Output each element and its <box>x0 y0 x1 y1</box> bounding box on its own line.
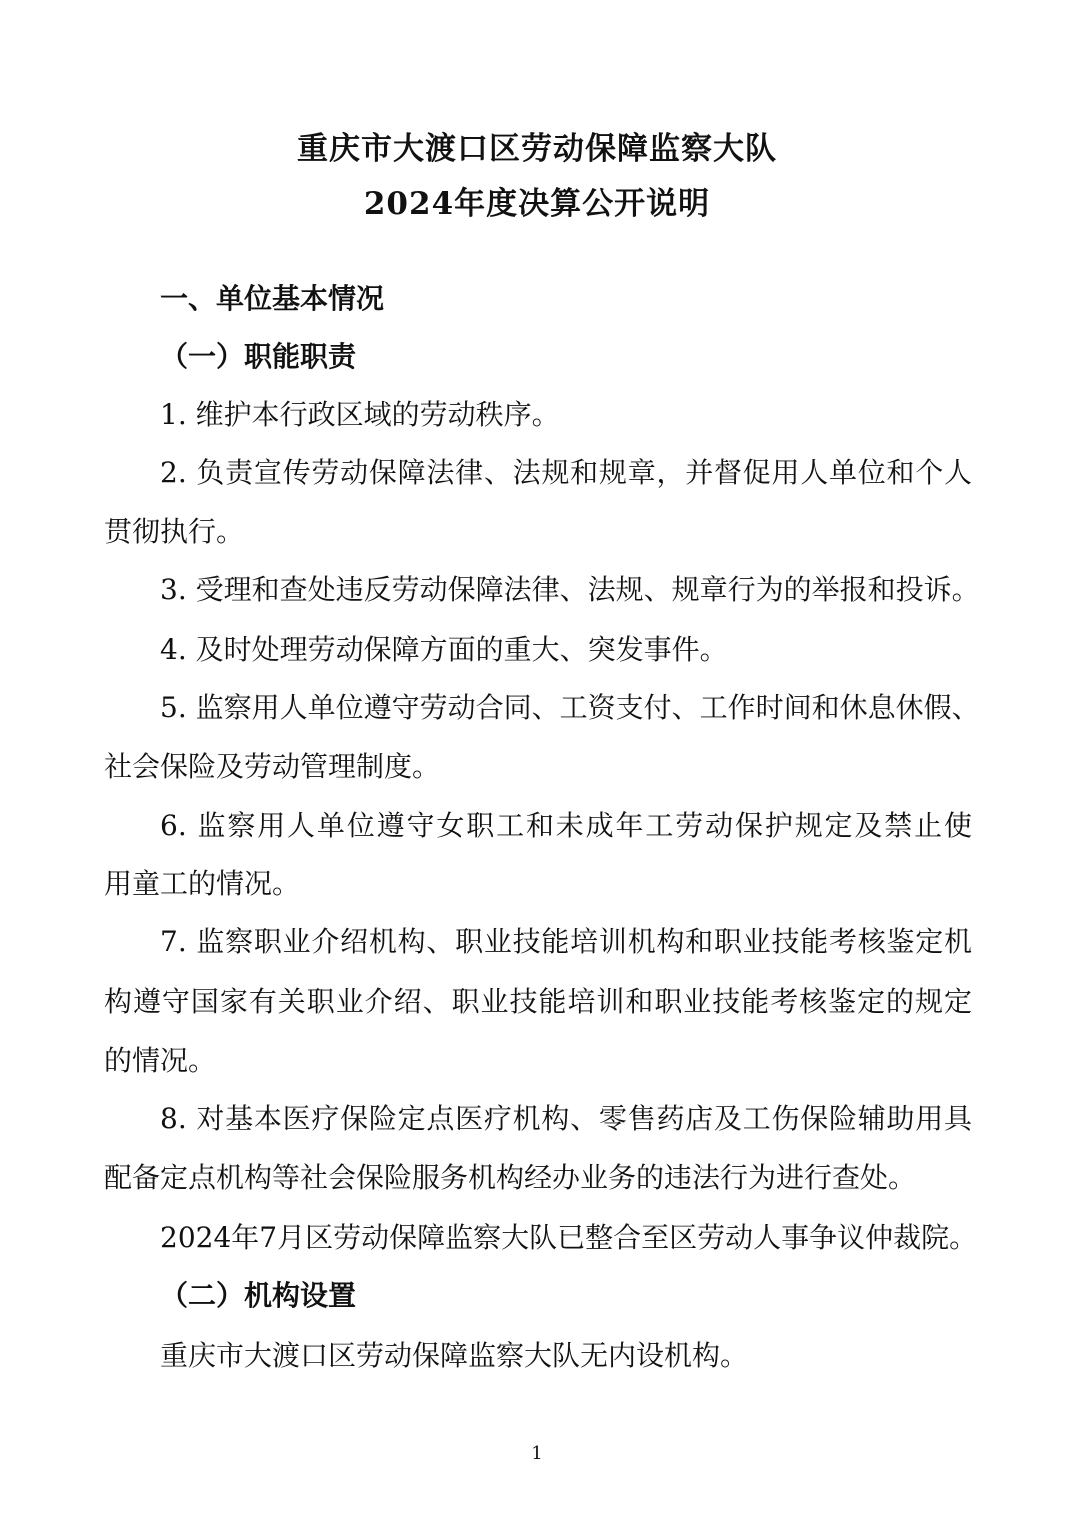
section-heading: 一、单位基本情况 <box>160 282 385 315</box>
document-title-line1: 重庆市大渡口区劳动保障监察大队 <box>297 131 777 167</box>
duty-item-7-line1: 7. 监察职业介绍机构、职业技能培训机构和职业技能考核鉴定机 <box>160 925 972 958</box>
subsection-heading-duties: （一）职能职责 <box>160 340 357 373</box>
duty-item-7-line3: 的情况。 <box>104 1044 217 1077</box>
duty-item-1: 1. 维护本行政区域的劳动秩序。 <box>160 398 560 431</box>
subsection-heading-structure: （二）机构设置 <box>160 1279 357 1312</box>
duty-item-6-line2: 用童工的情况。 <box>104 867 301 900</box>
page-number: 1 <box>531 1443 543 1464</box>
structure-text: 重庆市大渡口区劳动保障监察大队无内设机构。 <box>160 1339 749 1372</box>
duty-item-3: 3. 受理和查处违反劳动保障法律、法规、规章行为的举报和投诉。 <box>160 573 980 606</box>
document-title-line2: 2024年度决算公开说明 <box>363 186 711 222</box>
duty-item-5-line1: 5. 监察用人单位遵守劳动合同、工资支付、工作时间和休息休假、 <box>160 691 980 724</box>
duty-item-2-line1: 2. 负责宣传劳动保障法律、法规和规章，并督促用人单位和个人 <box>160 456 972 489</box>
duty-item-4: 4. 及时处理劳动保障方面的重大、突发事件。 <box>160 633 728 666</box>
duty-item-2-line2: 贯彻执行。 <box>104 515 245 548</box>
duty-item-8-line1: 8. 对基本医疗保险定点医疗机构、零售药店及工伤保险辅助用具 <box>160 1102 972 1135</box>
duty-item-8-line2: 配备定点机构等社会保险服务机构经办业务的违法行为进行查处。 <box>104 1161 917 1194</box>
duty-item-7-line2: 构遵守国家有关职业介绍、职业技能培训和职业技能考核鉴定的规定 <box>104 985 972 1018</box>
duty-item-6-line1: 6. 监察用人单位遵守女职工和未成年工劳动保护规定及禁止使 <box>160 809 972 842</box>
duty-item-5-line2: 社会保险及劳动管理制度。 <box>104 750 441 783</box>
merger-note: 2024年7月区劳动保障监察大队已整合至区劳动人事争议仲裁院。 <box>160 1221 978 1254</box>
